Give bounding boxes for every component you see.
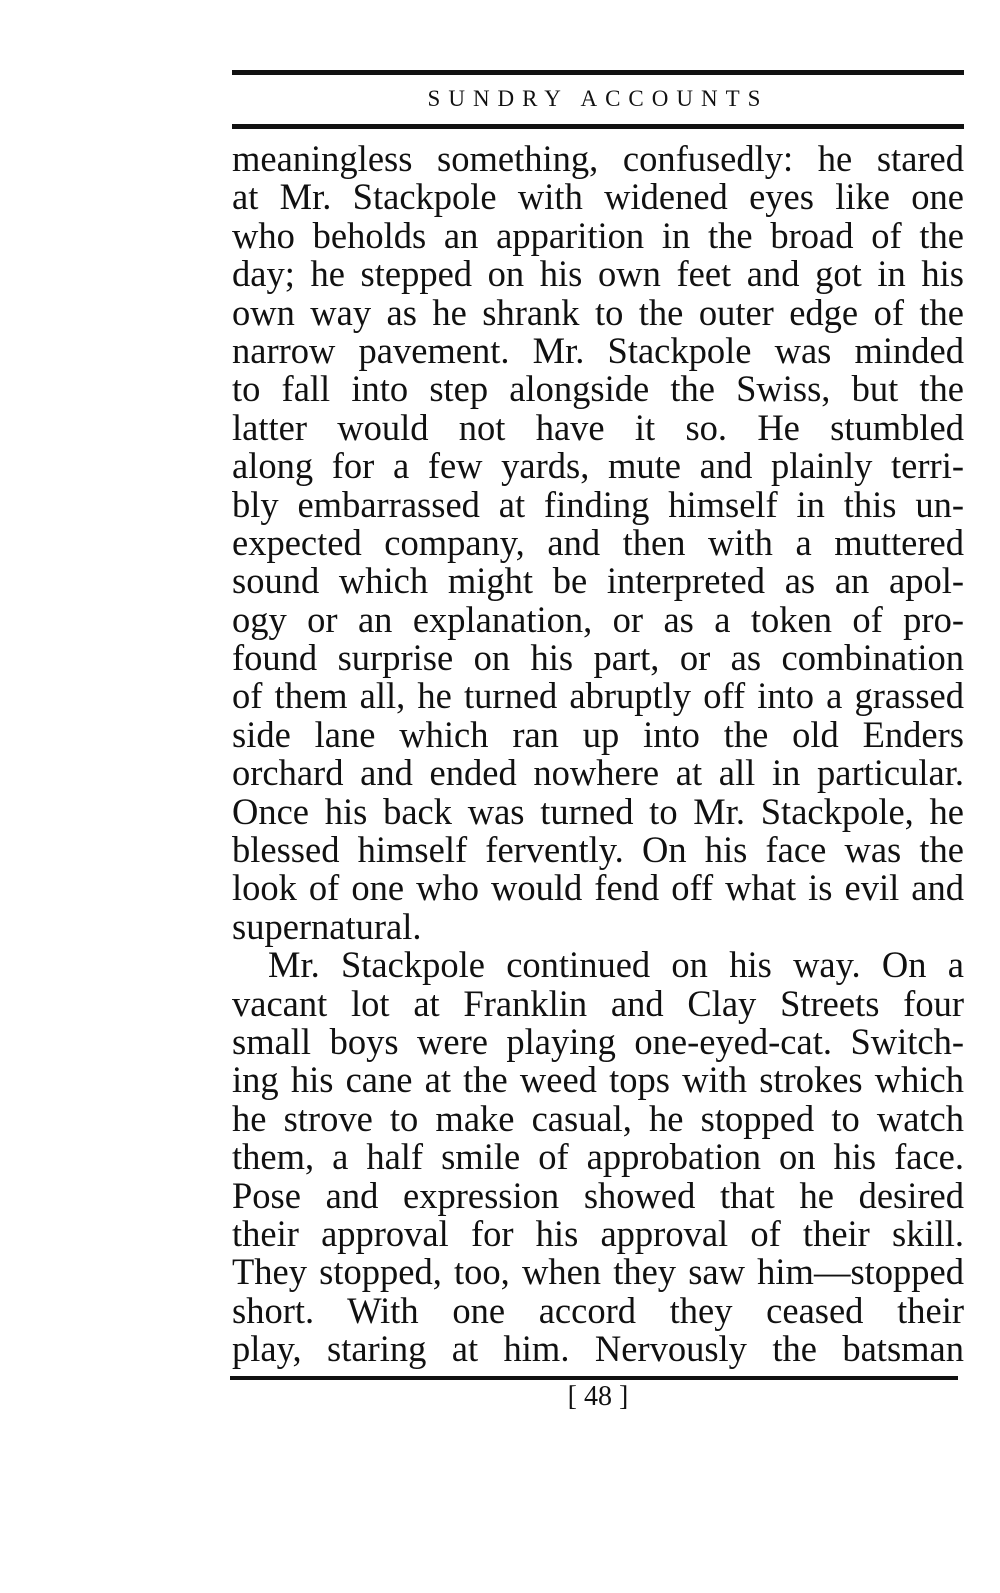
text-line: them, a half smile of approbation on his face.: [232, 1136, 964, 1178]
header-rule-bottom: [232, 124, 964, 129]
text-line: to fall into step alongside the Swiss, but the: [232, 368, 964, 410]
text-line: he strove to make casual, he stopped to watch: [232, 1097, 964, 1139]
text-line: ogy or an explanation, or as a token of pro-: [232, 598, 964, 640]
text-line: found surprise on his part, or as combination: [232, 637, 964, 679]
page-number: [ 48 ]: [567, 1381, 629, 1412]
text-line: latter would not have it so. He stumbled: [232, 406, 964, 448]
text-line: own way as he shrank to the outer edge of the: [232, 291, 964, 333]
text-line: who beholds an apparition in the broad of the: [232, 214, 964, 256]
running-head: SUNDRY ACCOUNTS: [427, 86, 769, 111]
text-line: Mr. Stackpole continued on his way. On a: [268, 944, 964, 986]
text-line: blessed himself fervently. On his face was the: [232, 829, 964, 871]
text-line: play, staring at him. Nervously the batsman: [232, 1328, 964, 1370]
text-line: of them all, he turned abruptly off into a grassed: [232, 675, 964, 717]
text-line: ing his cane at the weed tops with strokes which: [232, 1059, 964, 1101]
text-line: narrow pavement. Mr. Stackpole was minded: [232, 329, 964, 371]
text-line: Pose and expression showed that he desired: [232, 1174, 964, 1216]
text-line: meaningless something, confusedly: he stared: [232, 138, 964, 179]
text-line: supernatural.: [232, 905, 422, 947]
text-line: their approval for his approval of their skill.: [232, 1212, 964, 1254]
body-text: [232, 140, 964, 1369]
paragraph-1: [232, 140, 964, 946]
header-rule-top: [232, 70, 964, 75]
text-line: at Mr. Stackpole with widened eyes like one: [232, 176, 964, 218]
text-line: Once his back was turned to Mr. Stackpole, he: [232, 790, 964, 832]
text-line: bly embarrassed at finding himself in this un-: [232, 483, 964, 525]
text-line: vacant lot at Franklin and Clay Streets four: [232, 982, 964, 1024]
text-line: sound which might be interpreted as an apol-: [232, 560, 964, 602]
text-line: look of one who would fend off what is evil and: [232, 867, 964, 909]
text-line: side lane which ran up into the old Enders: [232, 713, 964, 755]
text-line: along for a few yards, mute and plainly terri-: [232, 445, 964, 487]
text-line: They stopped, too, when they saw him—stopped: [232, 1251, 964, 1293]
text-line: short. With one accord they ceased their: [232, 1289, 964, 1331]
text-line: expected company, and then with a muttered: [232, 521, 964, 563]
text-line: day; he stepped on his own feet and got in his: [232, 253, 964, 295]
text-line: small boys were playing one-eyed-cat. Switch-: [232, 1020, 964, 1062]
text-line: orchard and ended nowhere at all in particular.: [232, 752, 964, 794]
paragraph-2: [232, 946, 964, 1368]
